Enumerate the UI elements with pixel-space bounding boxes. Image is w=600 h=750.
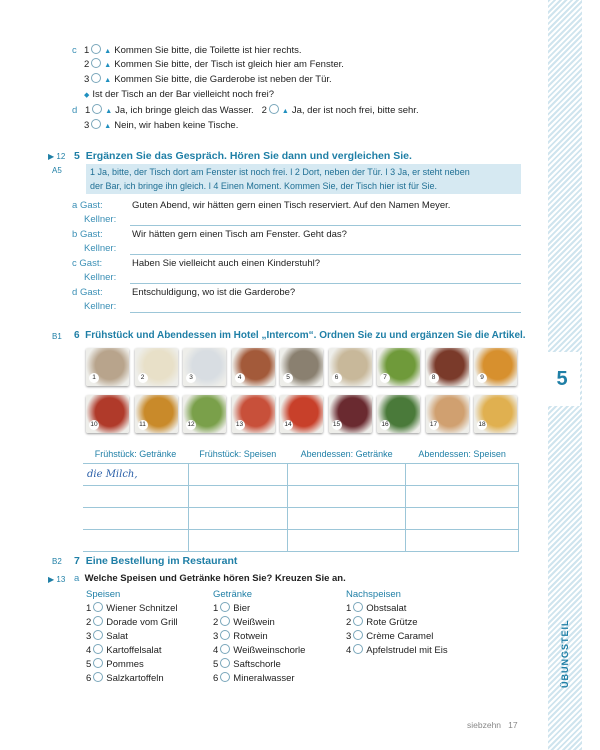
radio[interactable]: [93, 602, 103, 612]
radio[interactable]: [91, 119, 101, 129]
radio[interactable]: [353, 616, 363, 626]
checkbox-item[interactable]: 3 Rotwein: [213, 631, 268, 642]
photo-number: 7: [380, 373, 390, 383]
table-cell[interactable]: [188, 508, 287, 530]
checkbox-item[interactable]: 1 Bier: [213, 603, 251, 614]
photo-number: 8: [429, 373, 439, 383]
item-label: Dorade vom Grill: [106, 617, 178, 628]
radio[interactable]: [93, 672, 103, 682]
radio[interactable]: [93, 658, 103, 668]
table-cell[interactable]: [406, 508, 519, 530]
food-photo: [474, 395, 517, 433]
checkbox-item[interactable]: 6 Mineralwasser: [213, 673, 295, 684]
photo-number: 1: [89, 373, 99, 383]
food-photo: [183, 395, 226, 433]
checkbox-item[interactable]: 3 Crème Caramel: [346, 631, 434, 642]
section-code: B1: [52, 332, 62, 341]
exercise-7-title: 7 Eine Bestellung im Restaurant: [74, 555, 238, 567]
radio[interactable]: [353, 630, 363, 640]
checkbox-item[interactable]: 5 Saftschorle: [213, 659, 281, 670]
checkbox-item[interactable]: 3 Salat: [86, 631, 128, 642]
table-cell[interactable]: [83, 530, 188, 552]
checkbox-item[interactable]: 1 Wiener Schnitzel: [86, 603, 178, 614]
radio[interactable]: [353, 644, 363, 654]
answer-line[interactable]: [130, 312, 521, 313]
item-label: Crème Caramel: [366, 631, 434, 642]
dialog-d: d Gast: Entschuldigung, wo ist die Garderobe? Kellner:: [72, 287, 296, 312]
radio[interactable]: [220, 644, 230, 654]
food-photo: [329, 395, 372, 433]
exercise-4c: c 1 ▲ Kommen Sie bitte, die Toilette ist hier rechts. 2 ▲ Kommen Sie bitte, der Tisch ist gleich hier am Fenster. 3 ▲ Kommen Sie bitte, die Garderobe ist neben der Tür. ◆ Ist der Tisch an der Bar vielleicht noch frei?: [72, 45, 344, 100]
table-cell[interactable]: [288, 464, 406, 486]
food-table: [83, 445, 519, 552]
item-label: Kartoffelsalat: [106, 645, 162, 656]
checkbox-item[interactable]: 5 Pommes: [86, 659, 144, 670]
table-cell[interactable]: [406, 530, 519, 552]
photo-number: 9: [477, 373, 487, 383]
column-header: Getränke: [213, 589, 253, 600]
radio[interactable]: [93, 630, 103, 640]
audio-track[interactable]: ▶ 13: [48, 575, 66, 584]
item-label: Weißwein: [233, 617, 275, 628]
radio[interactable]: [93, 616, 103, 626]
checkbox-item[interactable]: 4 Kartoffelsalat: [86, 645, 162, 656]
column-speisen: [86, 588, 178, 686]
audio-track[interactable]: ▶ 12: [48, 152, 66, 161]
photo-number: 16: [381, 421, 389, 428]
item-label: Apfelstrudel mit Eis: [366, 645, 448, 656]
column-nachspeisen: [346, 588, 448, 658]
item-label: Rotwein: [233, 631, 268, 642]
checkbox-item[interactable]: 2 Weißwein: [213, 617, 275, 628]
food-photo: [426, 395, 469, 433]
checkbox-item[interactable]: 1 Obstsalat: [346, 603, 407, 614]
checkbox-item[interactable]: 6 Salzkartoffeln: [86, 673, 164, 684]
table-cell[interactable]: [188, 486, 287, 508]
radio[interactable]: [353, 602, 363, 612]
photo-number: 13: [235, 421, 244, 428]
food-photo: [474, 348, 517, 386]
table-cell[interactable]: [83, 486, 188, 508]
item-label: Rote Grütze: [366, 617, 418, 628]
food-photo: [280, 348, 323, 386]
dialog-a: a Gast: Guten Abend, wir hätten gern einen Tisch reserviert. Auf den Namen Meyer. Kellner:: [72, 200, 451, 225]
radio[interactable]: [220, 602, 230, 612]
table-cell[interactable]: [188, 464, 287, 486]
photo-number: 14: [284, 421, 292, 428]
column-header: Nachspeisen: [346, 589, 401, 600]
exercise-7a-instruction: a Welche Speisen und Getränke hören Sie? Kreuzen Sie an.: [74, 573, 346, 584]
photo-number: 15: [332, 421, 341, 428]
item-label: Weißweinschorle: [233, 645, 306, 656]
photo-number: 17: [429, 421, 438, 428]
answer-line[interactable]: [130, 254, 521, 255]
item-label: Salat: [106, 631, 128, 642]
answer-line[interactable]: [130, 283, 521, 284]
food-photo: [86, 348, 129, 386]
photo-number: 5: [283, 373, 293, 383]
item-label: Pommes: [106, 659, 144, 670]
photo-number: 11: [139, 421, 146, 428]
checkbox-item[interactable]: 4 Apfelstrudel mit Eis: [346, 645, 448, 656]
table-header: Abendessen: Speisen: [406, 445, 519, 464]
food-photo: [329, 348, 372, 386]
food-photo: [183, 348, 226, 386]
radio[interactable]: [91, 73, 101, 83]
table-cell[interactable]: [406, 464, 519, 486]
table-header: Frühstück: Getränke: [83, 445, 188, 464]
checkbox-item[interactable]: 2 Rote Grütze: [346, 617, 418, 628]
photo-number: 6: [332, 373, 342, 383]
food-photo: [280, 395, 323, 433]
answer-line[interactable]: [130, 225, 521, 226]
table-header: Abendessen: Getränke: [288, 445, 406, 464]
table-cell[interactable]: [83, 508, 188, 530]
table-cell[interactable]: [288, 508, 406, 530]
exercise-5-title: 5 Ergänzen Sie das Gespräch. Hören Sie dann und vergleichen Sie.: [74, 150, 412, 162]
food-photo: [86, 395, 129, 433]
table-cell[interactable]: [406, 486, 519, 508]
food-photo: [377, 395, 420, 433]
radio[interactable]: [220, 616, 230, 626]
item-label: Salzkartoffeln: [106, 673, 164, 684]
column-getraenke: [213, 588, 305, 686]
chapter-tab: 5: [544, 352, 580, 406]
radio[interactable]: [91, 44, 101, 54]
item-label: Bier: [233, 603, 251, 614]
table-cell[interactable]: die Milch,: [83, 464, 188, 486]
food-photo: [232, 395, 275, 433]
radio[interactable]: [220, 672, 230, 682]
exercise-4d: d 1 ▲ Ja, ich bringe gleich das Wasser. 2 ▲ Ja, der ist noch frei, bitte sehr. 3 ▲ Nein, wir haben keine Tische.: [72, 105, 419, 131]
photo-number: 18: [478, 421, 486, 428]
food-photo: [135, 348, 178, 386]
section-code: B2: [52, 557, 62, 566]
food-photo: [377, 348, 420, 386]
photo-number: 4: [235, 373, 245, 383]
radio[interactable]: [92, 104, 102, 114]
photo-number: 3: [186, 373, 196, 383]
page-footer: siebzehn 17: [467, 720, 518, 730]
photo-number: 10: [90, 421, 98, 428]
photo-number: 2: [138, 373, 148, 383]
section-label: ÜBUNGSTEIL: [560, 619, 570, 688]
table-cell[interactable]: [188, 530, 287, 552]
section-code: A5: [52, 166, 62, 175]
checkbox-item[interactable]: 4 Weißweinschorle: [213, 645, 306, 656]
item-label: Wiener Schnitzel: [106, 603, 178, 614]
checkbox-item[interactable]: 2 Dorade vom Grill: [86, 617, 178, 628]
column-header: Speisen: [86, 589, 121, 600]
food-photo: [232, 348, 275, 386]
dialog-b: b Gast: Wir hätten gern einen Tisch am Fenster. Geht das? Kellner:: [72, 229, 347, 254]
radio[interactable]: [220, 630, 230, 640]
table-cell[interactable]: [288, 530, 406, 552]
food-photo: [426, 348, 469, 386]
item-label: Mineralwasser: [233, 673, 295, 684]
radio[interactable]: [269, 104, 279, 114]
exercise-6-title: 6 Frühstück und Abendessen im Hotel „Intercom“. Ordnen Sie zu und ergänzen Sie die Artikel.: [74, 330, 526, 341]
food-photo: [135, 395, 178, 433]
photo-number: 12: [187, 421, 195, 428]
radio[interactable]: [220, 658, 230, 668]
radio[interactable]: [93, 644, 103, 654]
dialog-c: c Gast: Haben Sie vielleicht auch einen Kinderstuhl? Kellner:: [72, 258, 321, 283]
table-header: Frühstück: Speisen: [188, 445, 287, 464]
item-label: Saftschorle: [233, 659, 281, 670]
radio[interactable]: [91, 58, 101, 68]
item-label: Obstsalat: [366, 603, 407, 614]
table-cell[interactable]: [288, 486, 406, 508]
word-box: 1 Ja, bitte, der Tisch dort am Fenster ist noch frei. ǀ 2 Dort, neben der Tür. ǀ 3 Ja, er steht neben der Bar, ich bringe ihn gleich. ǀ 4 Einen Moment. Kommen Sie, der Tisch hier ist für Sie.: [86, 164, 521, 194]
